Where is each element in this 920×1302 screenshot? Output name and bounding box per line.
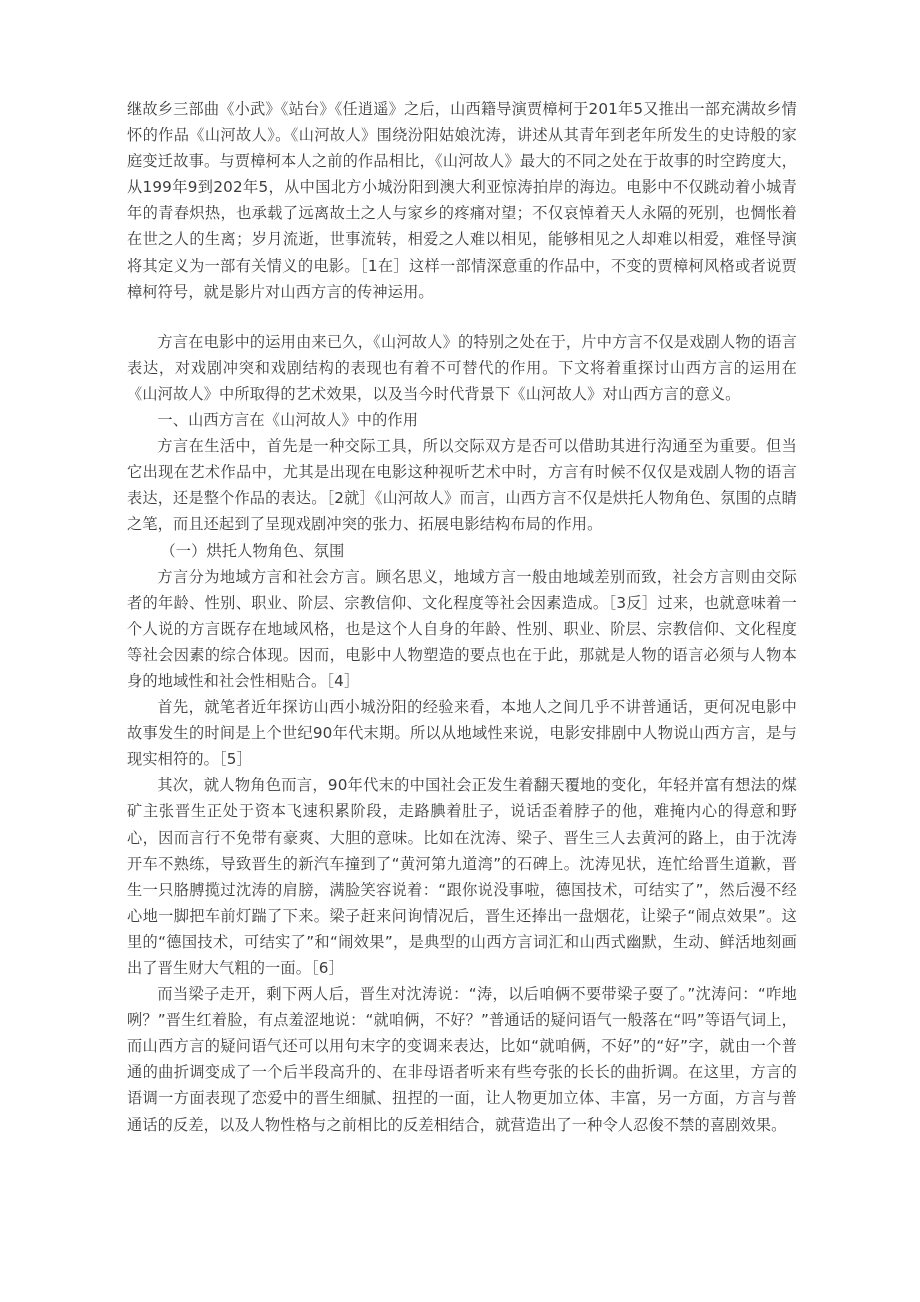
section-heading-2: （一）烘托人物角色、氛围 — [160, 541, 345, 560]
paragraph-dialect-as-tool: 方言在生活中，首先是一种交际工具，所以交际双方是否可以借助其进行沟通至为重要。但当它出现在艺术作品中，尤其是出现在电影这种视听艺术中时，方言有时候不仅仅是戏剧人物的语言表达，还是整个作品的表达。［2就］《山河故人》而言，山西方言不仅是烘托人物角色、氛围的点睛之笔，而且还起到了呈现戏剧冲突的张力、拓展电影结构布局的作用。 — [127, 437, 797, 534]
document-text-column — [127, 96, 797, 1138]
paragraph-intro: 继故乡三部曲《小武》《站台》《任逍遥》之后，山西籍导演贾樟柯于201年5又推出一部充满故乡情怀的作品《山河故人》。《山河故人》围绕汾阳姑娘沈涛，讲述从其青年到老年所发生的史诗般的家庭变迁故事。与贾樟柯本人之前的作品相比，《山河故人》最大的不同之处在于故事的时空跨度大，从199年9到202年5，从中国北方小城汾阳到澳大利亚惊涛拍岸的海边。电影中不仅跳动着小城青年的青春炽热，也承载了远离故土之人与家乡的疼痛对望；不仅哀悼着天人永隔的死别，也惆怅着在世之人的生离；岁月流逝，世事流转，相爱之人难以相见，能够相见之人却难以相爱，难怪导演将其定义为一部有关情义的电影。［1在］这样一部情深意重的作品中，不变的贾樟柯风格或者说贾樟柯符号，就是影片对山西方言的传神运用。 — [127, 100, 797, 301]
paragraph-character-zhangjinsheng: 其次，就人物角色而言，90年代末的中国社会正发生着翻天覆地的变化，年轻并富有想法的煤矿主张晋生正处于资本飞速积累阶段，走路腆着肚子，说话歪着脖子的他，难掩内心的得意和野心，因而言行不免带有豪爽、大胆的意味。比如在沈涛、梁子、晋生三人去黄河的路上，由于沈涛开车不熟练，导致晋生的新汽车撞到了“黄河第九道湾”的石碑上。沈涛见状，连忙给晋生道歉，晋生一只胳膊揽过沈涛的肩膀，满脸笑容说着：“跟你说没事啦，德国技术，可结实了”，然后漫不经心地一脚把车前灯踹了下来。梁子赶来问询情况后，晋生还捧出一盘烟花，让梁子“闹点效果”。这里的“德国技术，可结实了”和“闹效果”，是典型的山西方言词汇和山西式幽默，生动、鲜活地刻画出了晋生财大气粗的一面。［6］ — [127, 776, 797, 977]
paragraph-fenyang-experience: 首先，就笔者近年探访山西小城汾阳的经验来看，本地人之间几乎不讲普通话，更何况电影中故事发生的时间是上个世纪90年代末期。所以从地域性来说，电影安排剧中人物说山西方言，是与现实相符的。［5］ — [127, 698, 797, 769]
paragraph-dialect-intonation: 而当梁子走开，剩下两人后，晋生对沈涛说：“涛，以后咱俩不要带梁子耍了。”沈涛问：“咋地咧？”晋生红着脸，有点羞涩地说：“就咱俩，不好？”普通话的疑问语气一般落在“吗”等语气词上，而山西方言的疑问语气还可以用句末字的变调来表达，比如“就咱俩，不好”的“好”字，就由一个普通的曲折调变成了一个后半段高升的、在非母语者听来有些夸张的长长的曲折调。在这里，方言的语调一方面表现了恋爱中的晋生细腻、扭捏的一面，让人物更加立体、丰富，另一方面，方言与普通话的反差，以及人物性格与之前相比的反差相结合，就营造出了一种令人忍俊不禁的喜剧效果。 — [127, 985, 797, 1134]
paragraph-dialect-classification: 方言分为地域方言和社会方言。顾名思义，地域方言一般由地域差别而致，社会方言则由交际者的年龄、性别、职业、阶层、宗教信仰、文化程度等社会因素造成。［3反］过来，也就意味着一个人说的方言既存在地域风格，也是这个人自身的年龄、性别、职业、阶层、宗教信仰、文化程度等社会因素的综合体现。因而，电影中人物塑造的要点也在于此，那就是人物的语言必须与人物本身的地域性和社会性相贴合。［4］ — [127, 567, 797, 690]
section-heading-1: 一、山西方言在《山河故人》中的作用 — [157, 411, 419, 430]
paragraph-dialect-in-film: 方言在电影中的运用由来已久，《山河故人》的特别之处在于，片中方言不仅是戏剧人物的语言表达，对戏剧冲突和戏剧结构的表现也有着不可替代的作用。下文将着重探讨山西方言的运用在《山河故人》中所取得的艺术效果，以及当今时代背景下《山河故人》对山西方言的意义。 — [127, 332, 797, 403]
